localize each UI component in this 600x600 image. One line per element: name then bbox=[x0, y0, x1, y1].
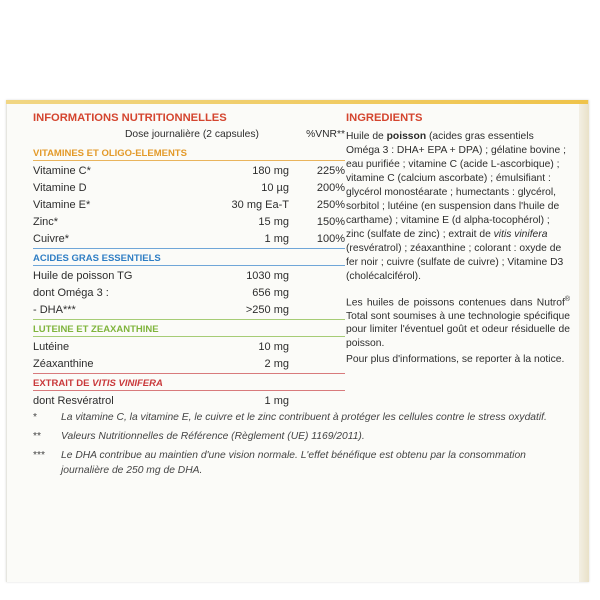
section-fatty-acids-title: ACIDES GRAS ESSENTIELS bbox=[33, 253, 161, 264]
table-row bbox=[33, 339, 345, 356]
nutrient-quantity: 2 mg bbox=[264, 358, 289, 370]
nutrient-name: Lutéine bbox=[33, 341, 70, 353]
section-divider bbox=[33, 336, 345, 337]
nutrient-name: Zinc* bbox=[33, 216, 59, 228]
note-text: Total sont soumises à une technologie spécifique pour limiter l'éventuel goût et odeur résiduelle de poisson. bbox=[346, 310, 570, 349]
section-vitamins-title: VITAMINES ET OLIGO-ELEMENTS bbox=[33, 148, 187, 159]
nutrient-quantity: 10 µg bbox=[261, 182, 289, 194]
nutrient-vnr: 150% bbox=[316, 216, 345, 228]
section-divider bbox=[33, 319, 345, 320]
nutrient-vnr: 225% bbox=[316, 165, 345, 177]
ingredients-bold: poisson bbox=[386, 131, 427, 142]
nutrient-quantity: 1 mg bbox=[264, 233, 289, 245]
table-row bbox=[33, 231, 345, 248]
section-divider bbox=[33, 373, 345, 374]
ingredients-more-info: Pour plus d'informations, se reporter à la notice. bbox=[346, 354, 565, 366]
ingredients-title: INGREDIENTS bbox=[346, 112, 423, 124]
note-text: Les huiles de poissons contenues dans Nutrof bbox=[346, 297, 565, 309]
ingredients-panel bbox=[346, 112, 570, 367]
dose-header: Dose journalière (2 capsules) bbox=[125, 129, 259, 140]
nutrient-quantity: 15 mg bbox=[258, 216, 289, 228]
nutrient-vnr: 100% bbox=[316, 233, 345, 245]
nutrient-name: Huile de poisson TG bbox=[33, 270, 133, 282]
nutrient-name: Vitamine D bbox=[33, 182, 87, 194]
nutrient-vnr: 250% bbox=[316, 199, 345, 211]
nutrient-quantity: 180 mg bbox=[252, 165, 289, 177]
footnote bbox=[33, 429, 573, 444]
table-row bbox=[33, 197, 345, 214]
nutrient-quantity: >250 mg bbox=[245, 304, 289, 316]
nutrient-name: Zéaxanthine bbox=[33, 358, 94, 370]
section-vitis-title-italic: VITIS VINIFERA bbox=[92, 378, 163, 389]
nutrient-name: dont Oméga 3 : bbox=[33, 287, 109, 299]
nutrient-quantity: 1030 mg bbox=[246, 270, 289, 282]
table-row bbox=[33, 356, 345, 373]
footnote bbox=[33, 410, 573, 425]
registered-mark: ® bbox=[564, 296, 570, 303]
nutrient-name: Cuivre* bbox=[33, 233, 70, 245]
nutrient-quantity: 1 mg bbox=[264, 395, 289, 407]
section-lutein-title: LUTEINE ET ZEAXANTHINE bbox=[33, 324, 159, 335]
ingredients-text: (acides gras essentiels Oméga 3 : DHA+ EPA + DPA) ; gélatine bovine ; eau purifiée ; vitamine C (acide L-ascorbique) ; vitamine C (calcium ascorbate) ; émulsifiant : glycérol monostéarate ; humectants : glycérol, sorbitol ; lutéine (en suspension dans l'huile de carthame) ; vitamine E (d alpha-tocophérol) ; zinc (sulfate de zinc) ; extrait de bbox=[346, 131, 566, 240]
section-vitis-title bbox=[33, 377, 345, 390]
nutrient-quantity: 656 mg bbox=[252, 287, 289, 299]
section-divider bbox=[33, 160, 345, 161]
package-edge-strip bbox=[6, 100, 588, 104]
footnote-mark: *** bbox=[33, 450, 46, 461]
nutrient-quantity: 30 mg Ea-T bbox=[231, 199, 289, 211]
nutrient-name: dont Resvératrol bbox=[33, 395, 114, 407]
table-row bbox=[33, 393, 345, 410]
ingredients-text: (resvératrol) ; zéaxanthine ; colorant : oxyde de fer noir ; cuivre (sulfate de cuivre) ; Vitamine D3 (cholécalciférol). bbox=[346, 243, 564, 282]
nutrition-header-row bbox=[33, 129, 345, 144]
ingredients-text: Huile de bbox=[346, 131, 387, 142]
nutrition-table bbox=[33, 112, 345, 410]
footnote-text: Le DHA contribue au maintien d'une vision normale. L'effet bénéfique est obtenu par la consommation journalière de 250 mg de DHA. bbox=[61, 450, 526, 476]
footnotes bbox=[33, 410, 573, 482]
table-row bbox=[33, 285, 345, 302]
footnote-mark: ** bbox=[33, 431, 42, 442]
nutrient-name: Vitamine E* bbox=[33, 199, 91, 211]
section-vitis-title-prefix: EXTRAIT DE bbox=[33, 378, 93, 389]
ingredients-note bbox=[346, 293, 570, 350]
table-row bbox=[33, 180, 345, 197]
nutrition-title: INFORMATIONS NUTRITIONNELLES bbox=[33, 112, 227, 124]
nutrient-name: Vitamine C* bbox=[33, 165, 91, 177]
table-row bbox=[33, 302, 345, 319]
section-divider bbox=[33, 390, 345, 391]
ingredients-italic: vitis vinifera bbox=[493, 229, 548, 240]
nutrient-name: - DHA*** bbox=[33, 304, 76, 316]
table-row bbox=[33, 214, 345, 231]
footnote-mark: * bbox=[33, 412, 38, 423]
ingredients-list bbox=[346, 130, 570, 284]
nutrient-quantity: 10 mg bbox=[258, 341, 289, 353]
table-row bbox=[33, 163, 345, 180]
footnote-text: La vitamine C, la vitamine E, le cuivre et le zinc contribuent à protéger les cellules contre le stress oxydatif. bbox=[61, 412, 547, 423]
footnote-text: Valeurs Nutritionnelles de Référence (Règlement (UE) 1169/2011). bbox=[61, 431, 365, 442]
section-divider bbox=[33, 248, 345, 249]
table-row bbox=[33, 268, 345, 285]
section-divider bbox=[33, 265, 345, 266]
footnote bbox=[33, 448, 573, 478]
nutrient-vnr: 200% bbox=[316, 182, 345, 194]
vnr-header: %VNR** bbox=[306, 129, 345, 140]
